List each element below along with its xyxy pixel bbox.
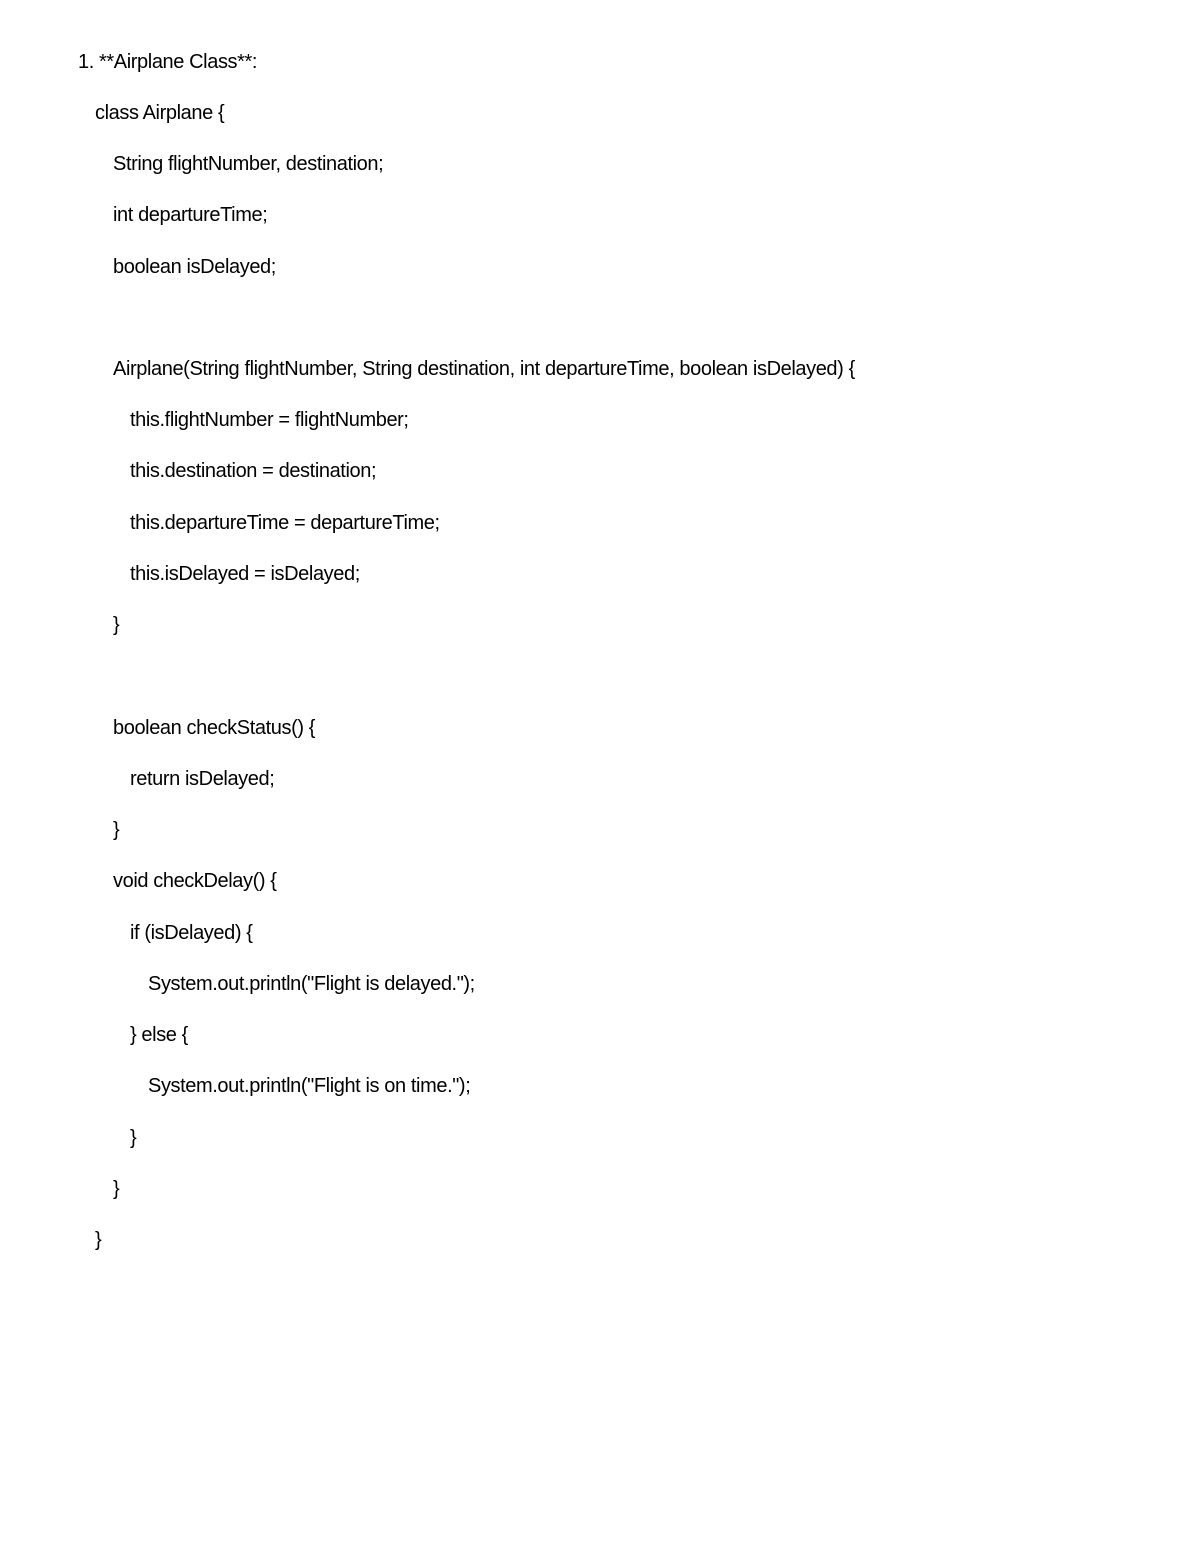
- code-line: if (isDelayed) {: [130, 922, 253, 944]
- code-line: } else {: [130, 1024, 188, 1046]
- section-heading: 1. **Airplane Class**:: [78, 51, 258, 73]
- code-line: }: [113, 1178, 120, 1200]
- code-line: }: [95, 1229, 102, 1251]
- code-line: void checkDelay() {: [113, 870, 277, 892]
- code-line: }: [130, 1127, 137, 1149]
- code-line: System.out.println("Flight is on time.");: [148, 1075, 471, 1097]
- code-line: boolean checkStatus() {: [113, 717, 316, 739]
- code-line: Airplane(String flightNumber, String destination, int departureTime, boolean isDelayed) {: [113, 358, 855, 380]
- code-line: }: [113, 819, 120, 841]
- code-line: this.flightNumber = flightNumber;: [130, 409, 409, 431]
- code-line: class Airplane {: [95, 102, 225, 124]
- code-line: this.isDelayed = isDelayed;: [130, 563, 360, 585]
- code-line: this.destination = destination;: [130, 460, 377, 482]
- code-line: System.out.println("Flight is delayed.");: [148, 973, 475, 995]
- code-line: int departureTime;: [113, 204, 268, 226]
- code-line: String flightNumber, destination;: [113, 153, 384, 175]
- code-line: this.departureTime = departureTime;: [130, 512, 440, 534]
- code-line: }: [113, 614, 120, 636]
- code-line: boolean isDelayed;: [113, 256, 276, 278]
- code-line: return isDelayed;: [130, 768, 275, 790]
